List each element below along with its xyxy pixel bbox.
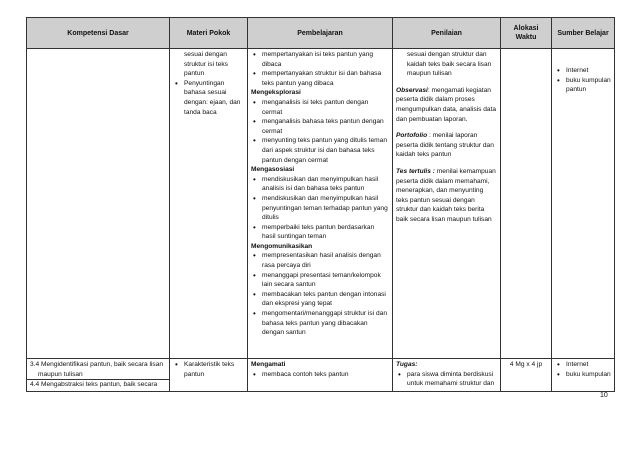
list-item: • mendiskusikan dan menyimpulkan hasil analisis isi dan bahasa teks pantun: [251, 175, 389, 194]
list-item: • menanggapi presentasi teman/kelompok lain secara santun: [251, 271, 389, 290]
page-number: 10: [600, 392, 608, 399]
list-item: • Karakteristik teks pantun: [173, 360, 244, 379]
list-item: • mengomentari/menanggapi struktur isi dan bahasa teks pantun yang dibacakan dengan santun: [251, 309, 389, 338]
cell-materi: [170, 49, 248, 359]
materi-item: • Penyuntingan bahasa sesuai dengan: ejaan, dan tanda baca: [173, 79, 244, 117]
list-item: • mempertanyakan struktur isi dan bahasa teks pantun yang dibaca: [251, 69, 389, 88]
alokasi-value: 4 Mg x 4 jp: [509, 361, 543, 368]
cell-kd-empty: [27, 49, 170, 359]
list-item: • Internet: [555, 66, 611, 76]
kd-4-4: 4.4 Mengabstraksi teks pantun, baik secara: [27, 379, 169, 390]
section-title: Mengeksplorasi: [251, 89, 301, 97]
syllabus-table: [26, 17, 615, 392]
header-pembelajaran: Pembelajaran: [248, 18, 393, 49]
cell-penilaian: [393, 49, 501, 359]
list-item: • mempertanyakan isi teks pantun yang dibaca: [251, 50, 389, 69]
list-item: • menganalisis isi teks pantun dengan cermat: [251, 98, 389, 117]
list-item: • mendiskusikan dan menyimpulkan hasil penyuntingan teman terhadap pantun yang ditulis: [251, 194, 389, 223]
cell-materi: [170, 359, 248, 392]
section-title: Mengasosiasi: [251, 166, 295, 174]
table-row: [27, 359, 615, 392]
header-row: [27, 18, 615, 49]
cell-pembelajaran: [248, 49, 393, 359]
list-item: • buku kumpulan pantun: [555, 76, 611, 95]
tugas-label: Tugas:: [396, 361, 418, 368]
cell-alokasi: [501, 359, 552, 392]
cell-penilaian: [393, 359, 501, 392]
section-title: Mengomunikasikan: [251, 242, 313, 250]
tes-tertulis-text: Tes tertulis : menilai kemampuan peserta didik dalam memahami, menerapkan, dan menyunting teks pantun sesuai dengan struktur dan kaidah teks berita baik secara lisan maupun tulisan: [396, 167, 496, 223]
list-item: • mempresentasikan hasil analisis dengan rasa percaya diri: [251, 251, 389, 270]
header-materi-pokok: Materi Pokok: [170, 18, 248, 49]
header-alokasi-waktu: Alokasi Waktu: [501, 18, 552, 49]
header-kompetensi-dasar: Kompetensi Dasar: [27, 18, 170, 49]
header-sumber-belajar: Sumber Belajar: [552, 18, 615, 49]
list-item: • membacakan teks pantun dengan intonasi dan ekspresi yang tepat: [251, 290, 389, 309]
list-item: • menyunting teks pantun yang ditulis teman dari aspek struktur isi dan bahasa teks pantun dengan cermat: [251, 136, 389, 165]
kd-3-4: 3.4 Mengidentifikasi pantun, baik secara lisan maupun tulisan: [30, 361, 164, 378]
list-item: • memperbaiki teks pantun berdasarkan hasil suntingan teman: [251, 223, 389, 242]
header-penilaian: Penilaian: [393, 18, 501, 49]
materi-continuation: sesuai dengan struktur isi teks pantun: [184, 51, 228, 78]
list-item: • menganalisis bahasa teks pantun dengan cermat: [251, 117, 389, 136]
cell-alokasi-empty: [501, 49, 552, 359]
list-item: • para siswa diminta berdiskusi untuk memahami struktur dan: [396, 370, 497, 389]
list-item: • Internet: [555, 360, 611, 370]
cell-pembelajaran: [248, 359, 393, 392]
list-item: • buku kumpulan: [555, 370, 611, 380]
table-row: [27, 49, 615, 359]
list-item: • membaca contoh teks pantun: [251, 370, 389, 380]
cell-sumber: [552, 359, 615, 392]
cell-sumber: [552, 49, 615, 359]
observasi-text: Observasi: mengamati kegiatan peserta didik dalam proses mengumpulkan data, analisis data dan pembuatan laporan.: [396, 86, 497, 123]
penilaian-continuation: sesuai dengan struktur dan kaidah teks baik secara lisan maupun tulisan: [407, 51, 492, 78]
portofolio-text: Portofolio : menilai laporan peserta didik tentang struktur dan kaidah teks pantun: [396, 132, 494, 159]
section-title: Mengamati: [251, 361, 286, 368]
cell-kd: [27, 359, 170, 392]
